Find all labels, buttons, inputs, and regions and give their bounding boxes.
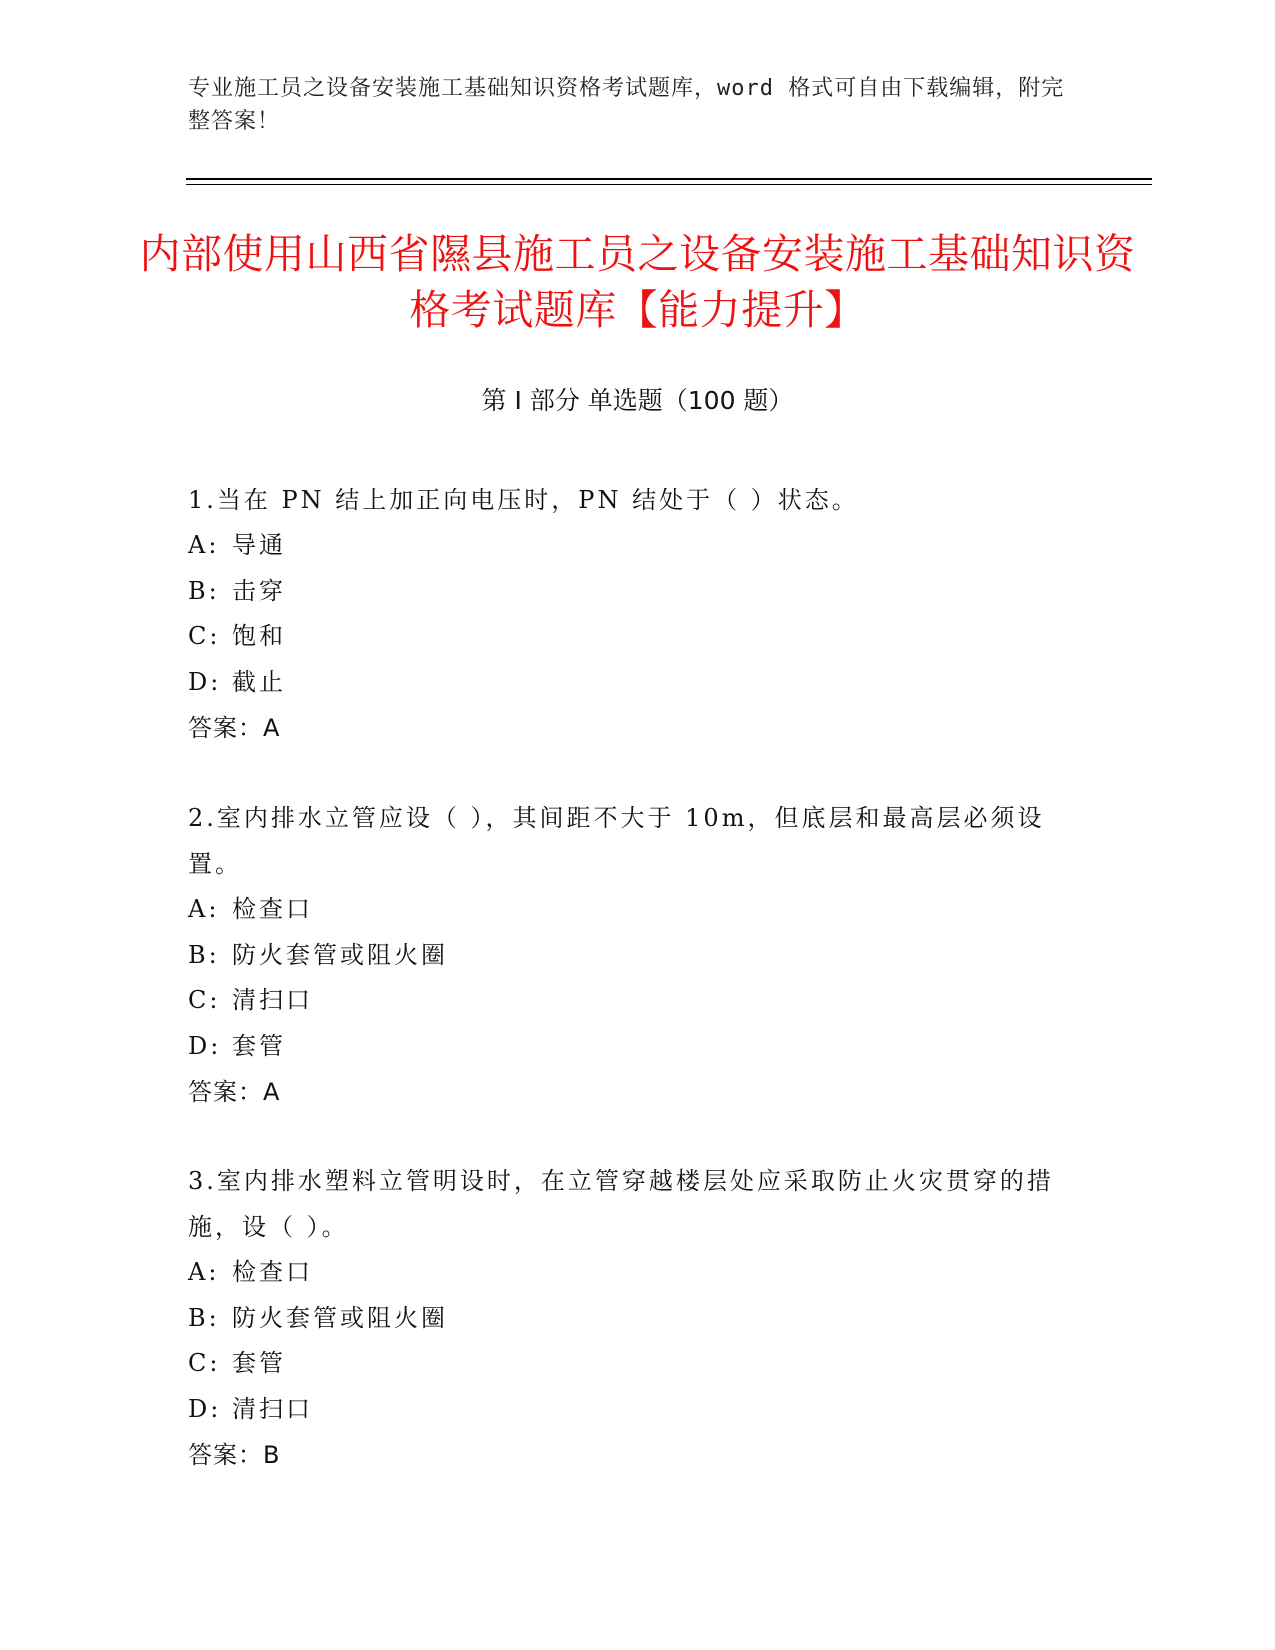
option-key: C: [188,986,221,1014]
option-text: 检查口 [232,1258,313,1286]
header-note: 专业施工员之设备安装施工基础知识资格考试题库，word 格式可自由下载编辑，附完整答案！ [188,76,1065,134]
option-b [188,569,1088,615]
option-key: B: [188,1303,220,1332]
option-d [188,1024,1088,1070]
option-text: 截止 [232,667,286,696]
header-divider-thick [186,178,1152,180]
question-stem: 1.当在 PN 结上加正向电压时，PN 结处于（ ）状态。 [188,486,859,514]
answer: 答案：A [188,714,281,742]
option-d [188,660,1088,706]
option-key: D: [188,667,222,696]
option-key: B: [188,576,220,605]
option-key: C: [188,1349,221,1377]
answer: 答案：A [188,1078,281,1106]
option-b [188,933,1088,979]
option-text: 清扫口 [232,1394,313,1423]
option-key: A: [188,1258,220,1286]
option-text: 击穿 [232,576,286,605]
section-title: 第 I 部分 单选题（100 题） [481,386,794,415]
option-text: 饱和 [232,622,286,650]
option-text: 导通 [232,531,286,559]
question-1 [188,477,1088,751]
header-divider-thin [186,184,1152,185]
option-b [188,1296,1088,1342]
option-text: 检查口 [232,895,313,923]
option-a [188,523,1088,569]
option-a [188,1250,1088,1296]
option-text: 防火套管或阻火圈 [232,1303,448,1332]
question-2 [188,795,1088,1115]
option-c [188,978,1088,1024]
option-key: C: [188,622,221,650]
question-stem: 2.室内排水立管应设（ ），其间距不大于 10m，但底层和最高层必须设置。 [188,804,1045,878]
document-title: 内部使用山西省隰县施工员之设备安装施工基础知识资格考试题库【能力提升】 [139,230,1136,334]
question-3 [188,1158,1088,1478]
option-c [188,1341,1088,1387]
question-stem: 3.室内排水塑料立管明设时，在立管穿越楼层处应采取防止火灾贯穿的措施，设（ ）。 [188,1167,1054,1241]
option-key: B: [188,940,220,969]
option-text: 套管 [232,1349,286,1377]
option-a [188,887,1088,933]
option-key: A: [188,531,220,559]
option-d [188,1387,1088,1433]
option-key: D: [188,1031,222,1060]
option-key: D: [188,1394,222,1423]
option-text: 防火套管或阻火圈 [232,940,448,969]
option-key: A: [188,895,220,923]
option-text: 套管 [232,1031,286,1060]
option-text: 清扫口 [232,986,313,1014]
answer: 答案：B [188,1441,281,1469]
option-c [188,614,1088,660]
